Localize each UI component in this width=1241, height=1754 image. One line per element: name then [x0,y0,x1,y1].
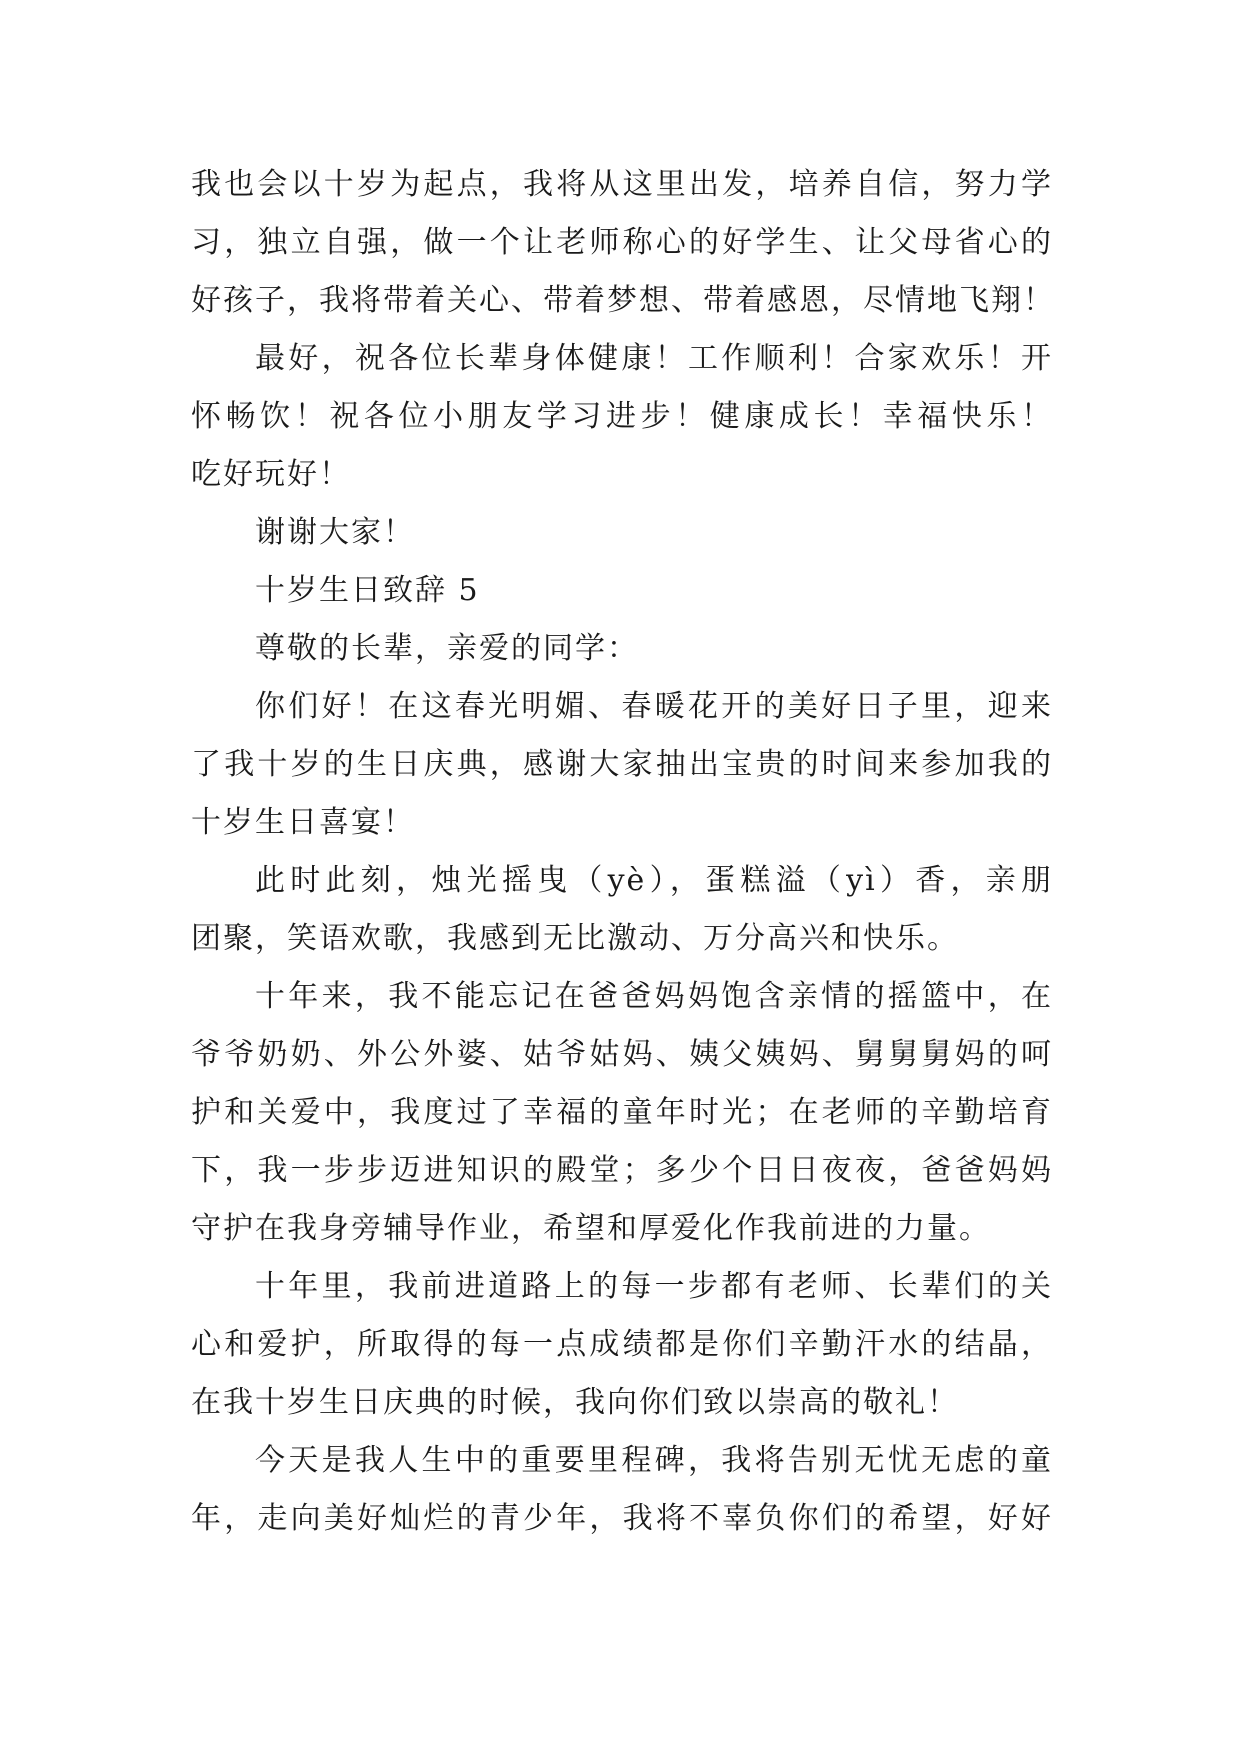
text-line: 十年里，我前进道路上的每一步都有老师、长辈们的关 [255,1269,1053,1304]
text-line: 习，独立自强，做一个让老师称心的好学生、让父母省心的 [191,225,1053,260]
text-line: 你们好！在这春光明媚、春暖花开的美好日子里，迎来 [255,689,1053,724]
salutation: 尊敬的长辈，亲爱的同学： [255,631,639,666]
text-line: 最好，祝各位长辈身体健康！工作顺利！合家欢乐！开 [255,341,1053,376]
text-line: 心和爱护，所取得的每一点成绩都是你们辛勤汗水的结晶， [191,1327,1053,1362]
text-line: 守护在我身旁辅导作业，希望和厚爱化作我前进的力量。 [191,1211,991,1246]
text-line: 吃好玩好！ [191,457,351,492]
text-line: 团聚，笑语欢歌，我感到无比激动、万分高兴和快乐。 [191,921,959,956]
text-line: 此时此刻，烛光摇曳（yè），蛋糕溢（yì）香，亲朋 [255,863,1053,898]
text-line: 年，走向美好灿烂的青少年，我将不辜负你们的希望，好好 [191,1501,1053,1536]
section-heading: 十岁生日致辞 5 [255,573,480,608]
text-line: 在我十岁生日庆典的时候，我向你们致以崇高的敬礼！ [191,1385,959,1420]
text-line: 今天是我人生中的重要里程碑，我将告别无忧无虑的童 [255,1443,1053,1478]
text-line: 爷爷奶奶、外公外婆、姑爷姑妈、姨父姨妈、舅舅舅妈的呵 [191,1037,1053,1072]
text-line: 了我十岁的生日庆典，感谢大家抽出宝贵的时间来参加我的 [191,747,1053,782]
text-line: 谢谢大家！ [255,515,415,550]
text-line: 护和关爱中，我度过了幸福的童年时光；在老师的辛勤培育 [191,1095,1053,1130]
text-line: 我也会以十岁为起点，我将从这里出发，培养自信，努力学 [191,167,1053,202]
text-line: 好孩子，我将带着关心、带着梦想、带着感恩，尽情地飞翔！ [191,283,1055,318]
text-line: 十岁生日喜宴！ [191,805,415,840]
text-line: 十年来，我不能忘记在爸爸妈妈饱含亲情的摇篮中，在 [255,979,1053,1014]
text-line: 怀畅饮！祝各位小朋友学习进步！健康成长！幸福快乐！ [191,399,1053,434]
text-line: 下，我一步步迈进知识的殿堂；多少个日日夜夜，爸爸妈妈 [191,1153,1053,1188]
